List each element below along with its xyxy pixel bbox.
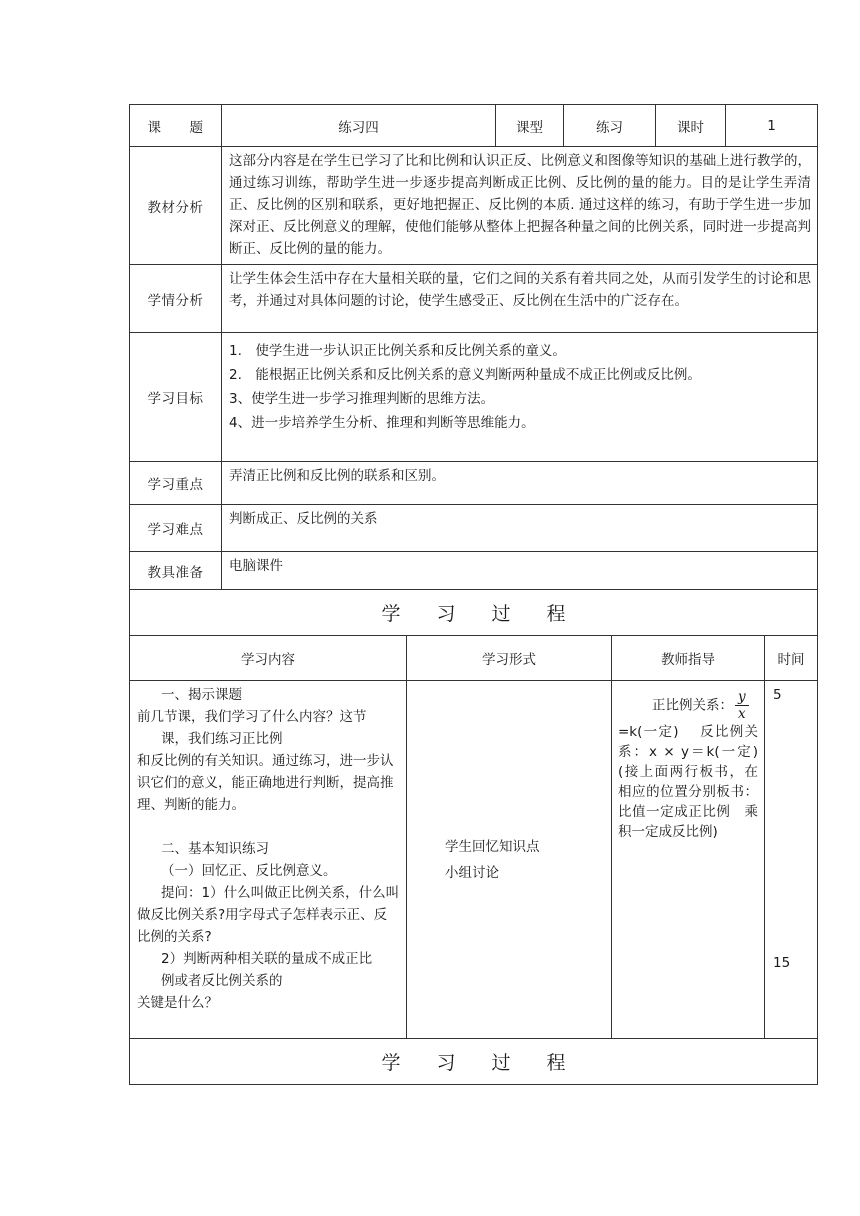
period-label: 课时 [656, 105, 726, 147]
teacher-guide [612, 681, 765, 1039]
fraction-y-over-x [735, 689, 749, 722]
tools-label: 教具准备 [130, 552, 222, 590]
content-line: 2）判断两种相关联的量成不成正比 [161, 951, 373, 967]
banner-char: 程 [546, 603, 566, 625]
form-line: 小组讨论 [445, 864, 499, 881]
learner-text: 让学生体会生活中存在大量相关联的量，它们之间的关系有着共同之处，从而引发学生的讨论和思考，并通过对具体问题的讨论，使学生感受正、反比例在生活中的广泛存在。 [222, 265, 818, 333]
header-row [130, 105, 818, 147]
difficulty-text: 判断成正、反比例的关系 [222, 505, 818, 552]
content-line: 一、揭示课题 [161, 687, 242, 703]
time-column [765, 681, 818, 1039]
difficulty-label: 学习难点 [130, 505, 222, 552]
process-body-row [130, 681, 818, 1039]
content-line: 关键是什么？ [137, 995, 218, 1011]
goal-item: 2. 能根据正比例关系和反比例关系的意义判断两种量成不成正比例或反比例。 [229, 367, 701, 383]
goal-item: 1. 使学生进一步认识正比例关系和反比例关系的童义。 [229, 343, 566, 359]
key-text: 弄清正比例和反比例的联系和区别。 [222, 462, 818, 505]
col-form-header: 学习形式 [407, 636, 612, 681]
banner-char: 过 [491, 1052, 511, 1074]
key-label: 学习重点 [130, 462, 222, 505]
tools-row [130, 552, 818, 590]
col-time-header: 时间 [765, 636, 818, 681]
goal-item: 4、进一步培养学生分析、推理和判断等思维能力。 [229, 415, 535, 431]
process-banner-row [130, 590, 818, 636]
learning-form [407, 681, 612, 1039]
banner-char: 学 [381, 1052, 401, 1074]
material-text: 这部分内容是在学生已学习了比和比例和认识正反、比例意义和图像等知识的基础上进行教学的，通过练习训练，帮助学生进一步逐步提高判断成正比例、反比例的量的能力。目的是让学生弄清正、反比例的区别和联系，更好地把握正、反比例的本质. 通过这样的练习，有助于学生进一步加深对正、反比例意义的理解，使他们能够从整体上把握各种量之间的比例关系，同时进一步提高判断正、反比例的量的能力。 [222, 147, 818, 265]
process-banner [130, 590, 818, 636]
learning-content [130, 681, 407, 1039]
lesson-info-table [129, 104, 818, 590]
topic-label: 课 题 [130, 105, 222, 147]
type-value: 练习 [564, 105, 656, 147]
content-line: 课，我们练习正比例 [161, 731, 283, 747]
material-label: 教材分析 [130, 147, 222, 265]
banner-char: 习 [436, 1052, 456, 1074]
learner-row [130, 265, 818, 333]
lesson-plan-sheet [129, 104, 817, 1085]
fraction-numerator: y [735, 689, 749, 706]
difficulty-row [130, 505, 818, 552]
content-line: 提问：1）什么叫做正比例关系，什么叫做反比例关系?用字母式子怎样表示正、反比例的关系? [137, 885, 400, 945]
period-value: 1 [726, 105, 818, 147]
time-value: 5 [773, 687, 782, 703]
process-table [129, 589, 818, 1085]
banner-char: 习 [436, 603, 456, 625]
process-header-row [130, 636, 818, 681]
guide-prefix: 正比例关系： [652, 697, 733, 714]
content-line: 和反比例的有关知识。通过练习，进一步认识它们的意义，能正确地进行判断，提高推理、判断的能力。 [137, 753, 394, 813]
content-spacer [137, 816, 400, 838]
col-content-header: 学习内容 [130, 636, 407, 681]
process-banner-row-2 [130, 1039, 818, 1085]
banner-char: 过 [491, 603, 511, 625]
content-line: 例或者反比例关系的 [161, 973, 283, 989]
fraction-denominator: x [738, 706, 746, 722]
banner-char: 学 [381, 603, 401, 625]
form-line: 学生回忆知识点 [445, 838, 540, 855]
material-row [130, 147, 818, 265]
topic-value: 练习四 [222, 105, 496, 147]
goals-row [130, 333, 818, 462]
goals-label: 学习目标 [130, 333, 222, 462]
learner-label: 学情分析 [130, 265, 222, 333]
goal-item: 3、使学生进一步学习推理判断的思维方法。 [229, 391, 495, 407]
goals-list [222, 333, 818, 462]
process-banner [130, 1039, 818, 1085]
guide-formula [618, 689, 758, 722]
time-value: 15 [773, 955, 791, 971]
content-line: （一）回忆正、反比例意义。 [161, 863, 337, 879]
banner-char: 程 [546, 1052, 566, 1074]
type-label: 课型 [496, 105, 564, 147]
content-line: 二、基本知识练习 [161, 841, 269, 857]
content-line: 前几节课，我们学习了什么内容？这节 [137, 709, 367, 725]
key-row [130, 462, 818, 505]
guide-text: =k(一定) 反比例关系：x × y＝k(一定) (接上面两行板书，在相应的位置分别板书：比值一定成正比例 乘积一定成反比例) [618, 724, 758, 840]
col-guide-header: 教师指导 [612, 636, 765, 681]
tools-text: 电脑课件 [222, 552, 818, 590]
